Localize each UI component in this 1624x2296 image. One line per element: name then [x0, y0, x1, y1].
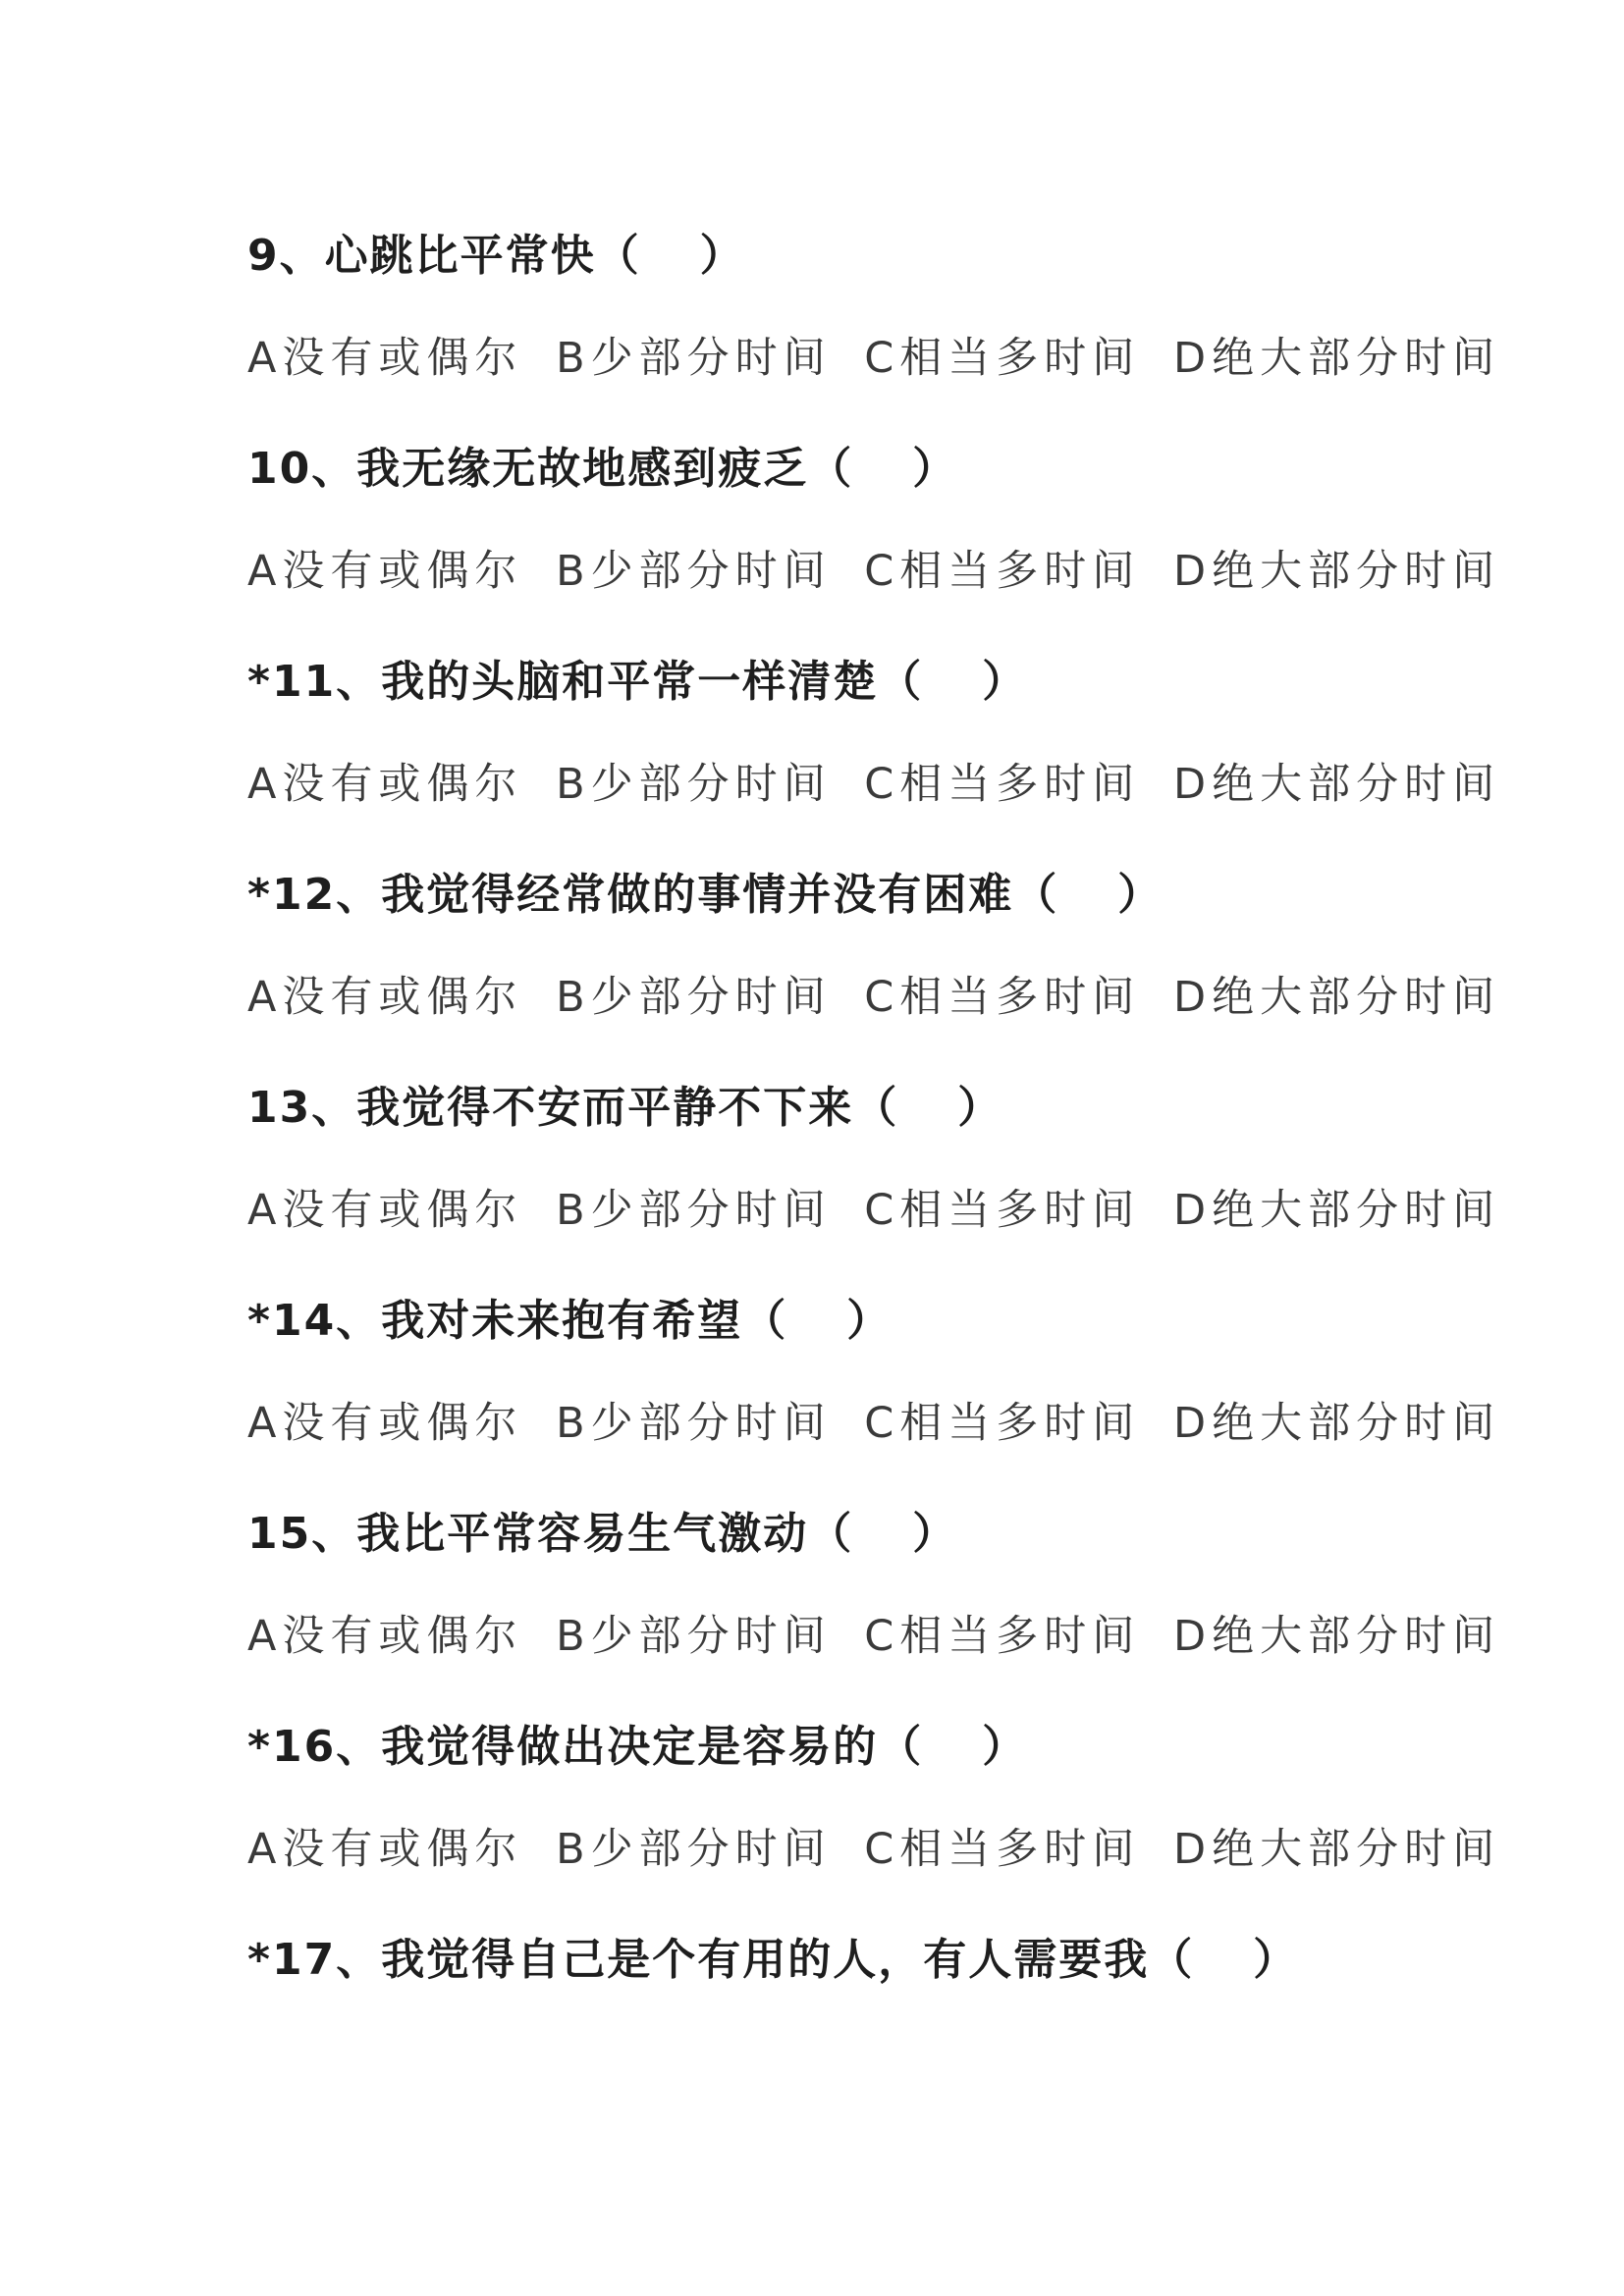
option-b[interactable]: B少部分时间	[556, 1612, 832, 1661]
option-d[interactable]: D绝大部分时间	[1172, 1186, 1501, 1235]
option-c[interactable]: C相当多时间	[864, 334, 1141, 383]
option-c[interactable]: C相当多时间	[864, 760, 1141, 809]
option-b[interactable]: B少部分时间	[556, 1399, 832, 1448]
option-a[interactable]: A没有或偶尔	[247, 1825, 523, 1874]
options-row	[247, 963, 1524, 1074]
option-c[interactable]: C相当多时间	[864, 1825, 1141, 1874]
option-b[interactable]: B少部分时间	[556, 547, 832, 596]
question-15	[247, 1500, 1524, 1602]
option-c[interactable]: C相当多时间	[864, 1612, 1141, 1661]
options-row	[247, 1602, 1524, 1713]
questionnaire-page	[247, 222, 1524, 2028]
option-a[interactable]: A没有或偶尔	[247, 760, 523, 809]
option-c[interactable]: C相当多时间	[864, 547, 1141, 596]
question-10	[247, 435, 1524, 537]
question-close: ）	[912, 1509, 956, 1559]
question-item-17	[247, 1926, 1524, 2028]
options-row	[247, 750, 1524, 861]
option-a[interactable]: A没有或偶尔	[247, 1186, 523, 1235]
options-row	[247, 1176, 1524, 1287]
question-13	[247, 1074, 1524, 1176]
question-close: ）	[1117, 870, 1162, 920]
question-close: ）	[912, 444, 956, 494]
question-item-14	[247, 1287, 1524, 1500]
question-item-10	[247, 435, 1524, 648]
option-b[interactable]: B少部分时间	[556, 1186, 832, 1235]
question-12	[247, 861, 1524, 963]
options-row	[247, 1815, 1524, 1926]
question-item-13	[247, 1074, 1524, 1287]
option-d[interactable]: D绝大部分时间	[1172, 334, 1501, 383]
question-11	[247, 648, 1524, 750]
option-a[interactable]: A没有或偶尔	[247, 1399, 523, 1448]
option-d[interactable]: D绝大部分时间	[1172, 973, 1501, 1022]
question-close: ）	[957, 1083, 1001, 1133]
question-item-9	[247, 222, 1524, 435]
option-d[interactable]: D绝大部分时间	[1172, 1825, 1501, 1874]
option-d[interactable]: D绝大部分时间	[1172, 1399, 1501, 1448]
option-d[interactable]: D绝大部分时间	[1172, 547, 1501, 596]
option-d[interactable]: D绝大部分时间	[1172, 760, 1501, 809]
options-row	[247, 1389, 1524, 1500]
option-c[interactable]: C相当多时间	[864, 1186, 1141, 1235]
question-close: ）	[982, 657, 1026, 707]
question-16	[247, 1713, 1524, 1815]
question-text: 10、我无缘无故地感到疲乏（	[247, 444, 854, 494]
option-b[interactable]: B少部分时间	[556, 973, 832, 1022]
question-text: *11、我的头脑和平常一样清楚（	[247, 657, 924, 707]
question-item-15	[247, 1500, 1524, 1713]
question-item-16	[247, 1713, 1524, 1926]
question-9	[247, 222, 1524, 324]
question-17	[247, 1926, 1524, 2028]
question-text: *17、我觉得自己是个有用的人，有人需要我（	[247, 1935, 1195, 1985]
options-row	[247, 324, 1524, 435]
question-text: *14、我对未来抱有希望（	[247, 1296, 788, 1346]
question-item-11	[247, 648, 1524, 861]
option-c[interactable]: C相当多时间	[864, 1399, 1141, 1448]
question-text: *16、我觉得做出决定是容易的（	[247, 1722, 924, 1772]
question-14	[247, 1287, 1524, 1389]
option-b[interactable]: B少部分时间	[556, 760, 832, 809]
question-close: ）	[699, 231, 743, 281]
question-item-12	[247, 861, 1524, 1074]
option-a[interactable]: A没有或偶尔	[247, 547, 523, 596]
question-close: ）	[1253, 1935, 1297, 1985]
question-close: ）	[982, 1722, 1026, 1772]
option-d[interactable]: D绝大部分时间	[1172, 1612, 1501, 1661]
question-close: ）	[846, 1296, 891, 1346]
options-row	[247, 537, 1524, 648]
option-a[interactable]: A没有或偶尔	[247, 973, 523, 1022]
option-b[interactable]: B少部分时间	[556, 334, 832, 383]
option-a[interactable]: A没有或偶尔	[247, 334, 523, 383]
question-text: *12、我觉得经常做的事情并没有困难（	[247, 870, 1059, 920]
question-text: 13、我觉得不安而平静不下来（	[247, 1083, 899, 1133]
option-a[interactable]: A没有或偶尔	[247, 1612, 523, 1661]
question-text: 9、心跳比平常快（	[247, 231, 641, 281]
option-c[interactable]: C相当多时间	[864, 973, 1141, 1022]
option-b[interactable]: B少部分时间	[556, 1825, 832, 1874]
question-text: 15、我比平常容易生气激动（	[247, 1509, 854, 1559]
